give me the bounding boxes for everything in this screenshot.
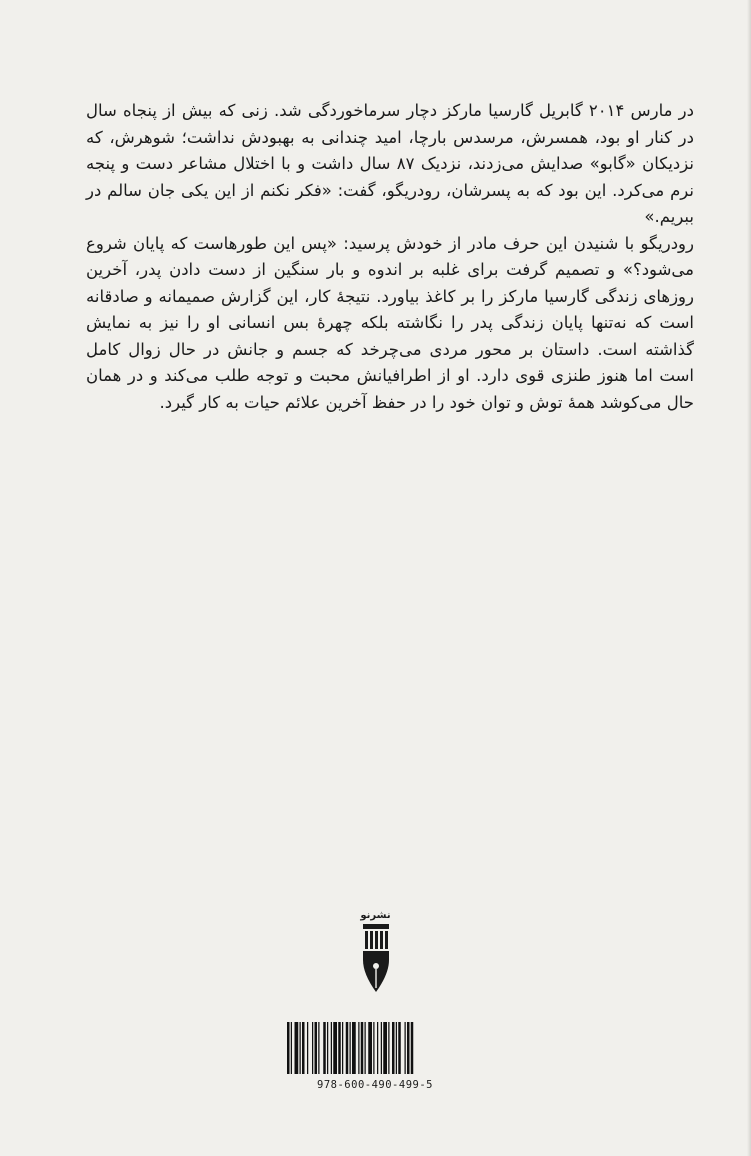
barcode-bar <box>338 1022 341 1074</box>
barcode-bar <box>373 1022 374 1074</box>
back-cover-blurb <box>86 98 694 416</box>
barcode-bar <box>411 1022 414 1074</box>
barcode-bar <box>381 1022 382 1074</box>
barcode-bar <box>392 1022 395 1074</box>
barcode-block <box>285 1022 465 1091</box>
publisher-mark <box>0 910 751 994</box>
barcode-bar <box>352 1022 356 1074</box>
barcode-bar <box>287 1022 290 1074</box>
barcode-bar <box>388 1022 389 1074</box>
barcode-bar <box>342 1022 343 1074</box>
publisher-name: نشرنو <box>360 910 391 921</box>
barcode-bar <box>350 1022 351 1074</box>
barcode <box>285 1022 465 1074</box>
barcode-bar <box>361 1022 364 1074</box>
barcode-bar <box>307 1022 308 1074</box>
barcode-bar <box>396 1022 397 1074</box>
barcode-bar <box>346 1022 349 1074</box>
barcode-bar <box>331 1022 332 1074</box>
barcode-bar <box>312 1022 313 1074</box>
barcode-bar <box>318 1022 319 1074</box>
barcode-bar <box>323 1022 326 1074</box>
barcode-bar <box>398 1022 401 1074</box>
barcode-bar <box>407 1022 410 1074</box>
barcode-bar <box>368 1022 372 1074</box>
barcode-bar <box>315 1022 318 1074</box>
barcode-bar <box>302 1022 305 1074</box>
barcode-bar <box>377 1022 378 1074</box>
barcode-bar <box>333 1022 337 1074</box>
barcode-bar <box>300 1022 301 1074</box>
barcode-bar <box>327 1022 328 1074</box>
barcode-bar <box>405 1022 406 1074</box>
barcode-bar <box>291 1022 292 1074</box>
blurb-paragraph-1: در مارس ۲۰۱۴ گابریل گارسیا مارکز دچار سرماخوردگی شد. زنی که بیش از پنجاه سال در کنار او بود، همسرش، مرسدس بارچا، امید چندانی به بهبودش نداشت؛ شوهرش، که نزدیکان «گابو» صدایش می‌زدند، نزدیک ۸۷ سال داشت و با اختلال مشاعر دست و پنجه نرم می‌کرد. این بود که به پسرشان، رودریگو، گفت: «فکر نکنم از این یکی جان سالم در ببریم.» <box>86 101 694 226</box>
fountain-pen-nib-icon <box>361 924 391 994</box>
barcode-bar <box>383 1022 387 1074</box>
isbn-number: 978-600-490-499-5 <box>317 1079 433 1091</box>
blurb-paragraph-2: رودریگو با شنیدن این حرف مادر از خودش پرسید: «پس این طورهاست که پایان شروع می‌شود؟» و تصمیم گرفت برای غلبه بر اندوه و بار سنگین از دست دادن پدر، آخرین روزهای زندگی گارسیا مارکز را بر کاغذ بیاورد. نتیجهٔ کار، این گزارش صمیمانه و صادقانه است که نه‌تنها پایان زندگی پدر را نگاشته بلکه چهرهٔ بس انسانی او را نیز به نمایش گذاشته است. داستان بر محور مردی می‌چرخد که جسم و جانش در حال زوال کامل است اما هنوز طنزی قوی دارد. او از اطرافیانش محبت و توجه طلب می‌کند و در همان حال می‌کوشد همهٔ توش و توان خود را در حفظ آخرین علائم حیات به کار گیرد. <box>86 233 694 412</box>
barcode-bar <box>365 1022 366 1074</box>
barcode-bar <box>358 1022 359 1074</box>
barcode-bar <box>295 1022 299 1074</box>
